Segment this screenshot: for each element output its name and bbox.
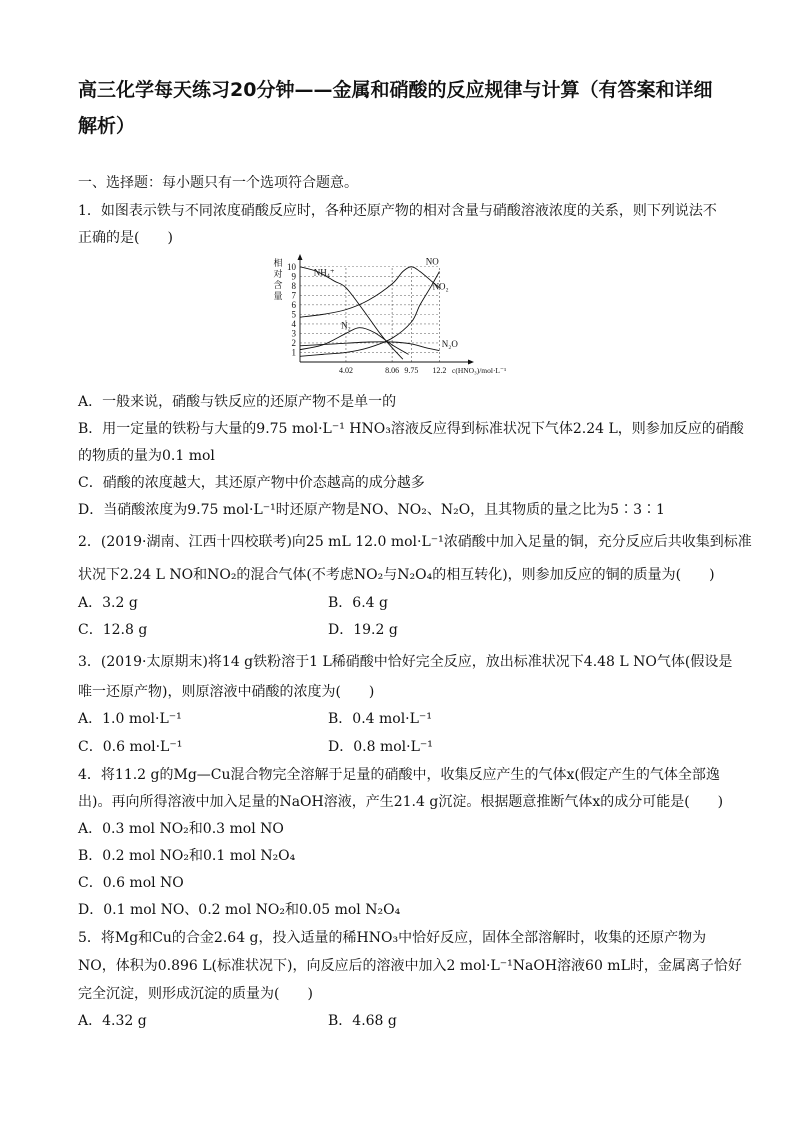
y-tick-label: 8 — [291, 280, 296, 291]
q2-stem-line-2: 状况下2.24 L NO和NO₂的混合气体(不考虑NO₂与N₂O₄的相互转化)，则参加反应的铜的质量为( ) — [78, 567, 715, 583]
x-axis-label: c(HNO₃)/mol·L⁻¹ — [452, 366, 507, 375]
y-tick-label: 4 — [291, 318, 296, 329]
q4-stem-line-2: 出)。再向所得溶液中加入足量的NaOH溶液，产生21.4 g沉淀。根据题意推断气体x的成分可能是( ) — [78, 794, 724, 810]
q1-option-d: D．当硝酸浓度为9.75 mol·L⁻¹时还原产物是NO、NO₂、N₂O，且其物质的量之比为5∶3∶1 — [78, 502, 665, 518]
x-tick-label: 12.2 — [432, 366, 447, 375]
y-tick-label: 1 — [291, 347, 296, 358]
y-axis-label-char: 相 — [273, 258, 283, 268]
label-no2: NO₂ — [432, 281, 449, 292]
q5-stem-line-1: 5．将Mg和Cu的合金2.64 g，投入适量的稀HNO₃中恰好反应，固体全部溶解时，收集的还原产物为 — [78, 930, 707, 946]
y-tick-label: 10 — [287, 261, 296, 272]
q1-option-c: C．硝酸的浓度越大，其还原产物中价态越高的成分越多 — [78, 475, 425, 491]
label-no: NO — [425, 256, 439, 267]
y-tick-label: 3 — [291, 328, 296, 339]
reduction-products-chart — [270, 254, 518, 386]
q5-option-b: B．4.68 g — [328, 1013, 397, 1029]
y-axis-label-char: 含 — [273, 280, 283, 290]
q2-stem-line-1: 2．(2019·湖南、江西十四校联考)向25 mL 12.0 mol·L⁻¹浓硝酸中加入足量的铜，充分反应后共收集到标准 — [78, 534, 752, 550]
q5-stem-line-2: NO，体积为0.896 L(标准状况下)，向反应后的溶液中加入2 mol·L⁻¹NaOH溶液60 mL时，金属离子恰好 — [78, 958, 742, 974]
y-tick-label: 9 — [291, 271, 296, 282]
q3-stem-line-1: 3．(2019·太原期末)将14 g铁粉溶于1 L稀硝酸中恰好完全反应，放出标准状况下4.48 L NO气体(假设是 — [78, 654, 733, 670]
q2-option-d: D．19.2 g — [328, 622, 398, 638]
label-n2o: N₂O — [441, 339, 458, 350]
page-title: 高三化学每天练习20分钟——金属和硝酸的反应规律与计算（有答案和详细解析） — [78, 79, 713, 137]
q1-option-b-cont: 的物质的量为0.1 mol — [78, 448, 215, 464]
y-tick-label: 2 — [291, 337, 296, 348]
y-tick-label: 7 — [291, 290, 296, 301]
q4-stem-line-1: 4．将11.2 g的Mg—Cu混合物完全溶解于足量的硝酸中，收集反应产生的气体x(假定产生的气体全部逸 — [78, 767, 720, 783]
q5-option-a: A．4.32 g — [78, 1013, 147, 1029]
chart-series — [300, 267, 439, 359]
y-tick-label: 5 — [291, 309, 296, 320]
label-nh4: NH₄⁺ — [313, 267, 335, 278]
q1-stem-line-1: 1．如图表示铁与不同浓度硝酸反应时，各种还原产物的相对含量与硝酸溶液浓度的关系，则下列说法不 — [78, 203, 717, 219]
label-n2: N₂ — [341, 320, 351, 331]
q3-option-b: B．0.4 mol·L⁻¹ — [328, 711, 432, 727]
y-axis-label-char: 量 — [273, 291, 283, 301]
x-tick-label: 4.02 — [338, 366, 353, 375]
q4-option-d: D．0.1 mol NO、0.2 mol NO₂和0.05 mol N₂O₄ — [78, 902, 401, 918]
x-axis-arrow — [468, 360, 474, 365]
q2-option-c: C．12.8 g — [78, 622, 148, 638]
y-axis-arrow — [298, 254, 303, 260]
chart-text — [273, 256, 506, 375]
q3-stem-line-2: 唯一还原产物)，则原溶液中硝酸的浓度为( ) — [78, 684, 375, 700]
x-tick-label: 8.06 — [385, 366, 400, 375]
q3-option-d: D．0.8 mol·L⁻¹ — [328, 739, 433, 755]
y-tick-label: 6 — [291, 299, 296, 310]
section-heading: 一、选择题：每小题只有一个选项符合题意。 — [78, 175, 358, 191]
no2-curve — [300, 272, 439, 357]
y-axis-label-char: 对 — [273, 269, 283, 279]
q4-option-c: C．0.6 mol NO — [78, 875, 184, 891]
q1-stem-line-2: 正确的是( ) — [78, 230, 173, 246]
x-tick-label: 9.75 — [404, 366, 419, 375]
q2-option-b: B．6.4 g — [328, 595, 388, 611]
q3-option-a: A．1.0 mol·L⁻¹ — [78, 711, 182, 727]
q1-option-a: A．一般来说，硝酸与铁反应的还原产物不是单一的 — [78, 394, 397, 410]
q4-option-a: A．0.3 mol NO₂和0.3 mol NO — [78, 821, 284, 837]
q2-option-a: A．3.2 g — [78, 595, 138, 611]
q5-stem-line-3: 完全沉淀，则形成沉淀的质量为( ) — [78, 986, 313, 1002]
q3-option-c: C．0.6 mol·L⁻¹ — [78, 739, 183, 755]
q1-option-b: B．用一定量的铁粉与大量的9.75 mol·L⁻¹ HNO₃溶液反应得到标准状况下气体2.24 L，则参加反应的硝酸 — [78, 421, 744, 437]
q4-option-b: B．0.2 mol NO₂和0.1 mol N₂O₄ — [78, 848, 296, 864]
